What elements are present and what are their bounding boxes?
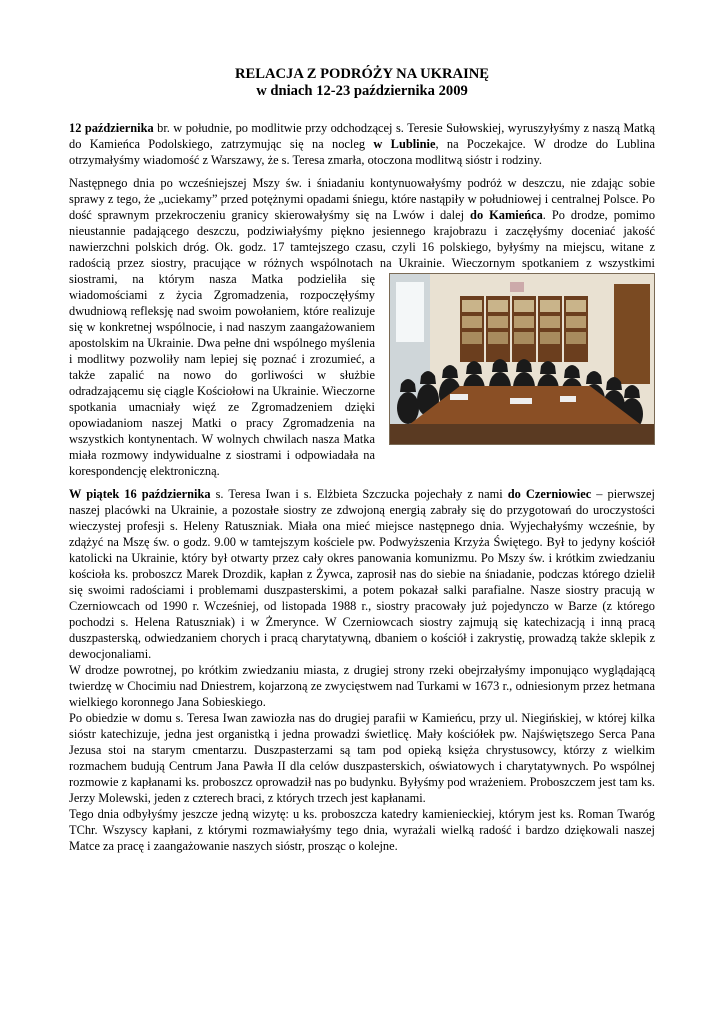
title-line-1: RELACJA Z PODRÓŻY NA UKRAINĘ [234,66,490,82]
paragraph-2-text-b: . Po drodze, pomimo nieustannie padającego deszczu, podziwiałyśmy piękno jesiennego krajobrazu i zaczęłyśmy doceniać jakość nawierzchni polskich dróg. Ok. godz. 17 tamtejszego czasu, czyli 16 polskiego, byłyśmy na miejscu, witane z radością przez siostry, pracujące w różnych wspólnotach na Ukrainie. Wieczornym spotkaniem z wszystkimi siostrami, na którym nasza Matka podzieliła się [69,208,656,286]
photo-illustration [390,274,654,444]
paragraph-4: W drodze powrotnej, po krótkim zwiedzaniu miasta, z drugiej strony rzeki obejrzałyśmy imponująco wyglądającą twierdzę w Chocimiu nad Dniestrem, kojarzoną ze zwycięstwem nad Turkami w 1673 r., odniesionym przez hetmana wielkiego koronnego Jana Sobieskiego. [69,663,655,709]
paragraph-6: Tego dnia odbyłyśmy jeszcze jedną wizytę: u ks. proboszcza katedry kamienieckiej, którym jest ks. Roman Twaróg TChr. Wszyscy kapłani, z którymi rozmawiałyśmy tego dnia, wyrażali wielką radość i bardzo dziękowali naszej Matce za pracę i zaangażowanie naszych sióstr, prosząc o kolejne. [69,807,655,853]
date-oct-16: W piątek 16 października [69,487,211,501]
article-body [69,120,655,854]
place-lublin: w Lublinie [373,137,436,151]
paragraph-1-text-b: , na Poczekajce. W drodze do Lublina otrzymałyśmy wiadomość z Warszawy, że s. Teresa zmarła, otoczona modlitwą sióstr i rodziny. [69,137,655,167]
paragraph-2-text-c: wiadomościami z życia Zgromadzenia, rozpoczęłyśmy dwudniową refleksję nad swoim powołaniem, które realizuje się w konkretnej wspólnocie, i nad naszym zaangażowaniem apostolskim na Ukrainie. Dwa pełne dni wspólnego myślenia i modlitwy pozwoliły nam lepiej się poznać i zrozumieć, a także zapalić na nowo do gorliwości w służbie odradzającemu się ciągle Kościołowi na Ukrainie. Wieczorne spotkania umacniały więź ze Zgromadzeniem dzięki opowiadaniom naszej Matki o pracy Zgromadzenia na wszystkich kontynentach. W wolnych chwilach nasza Matka miała rozmowy indywidualne z siostrami i odpowiadała na korespondencję elektroniczną. [69,288,375,478]
paragraph-3-text-a: s. Teresa Iwan i s. Elżbieta Szczucka pojechały z nami [210,487,508,501]
date-oct-12: 12 października [69,121,154,135]
paragraph-2 [69,175,655,479]
paragraph-3-text-b: – pierwszej naszej placówki na Ukrainie, a pozostałe siostry ze zdwojoną energią zabrały się do przygotowań do uroczystości wieczystej profesji s. Heleny Ratuszniak. Miała ona mieć miejsce następnego dnia. Wyjechałyśmy wcześnie, by zdążyć na Mszę św. o godz. 9.00 w tamtejszym kościele pw. Podwyższenia Krzyża Świętego. Był to jedyny kościół katolicki na Ukrainie, który był otwarty przez cały okres panowania komunizmu. Po Mszy św. i krótkim zwiedzaniu kościoła ks. proboszcz Marek Drozdik, kapłan z Żywca, zaprosił nas do siebie na śniadanie, podczas którego dzielił się swoimi radościami i problemami duszpasterskimi, a potem pokazał salki parafialne. Nasze siostry pracują w Czerniowcach od 1990 r. Wcześniej, od listopada 1988 r., siostry pracowały już pojedynczo w Barze (z którego pochodzi s. Helena Ratuszniak) i w Żmerynce. W Czerniowcach siostry zajmują się katechizacją i inną pracą duszpasterską, odwiedzaniem chorych i pracą charytatywną, dbaniem o kościół i zakrystię, prowadzą także sklepik z dewocjonaliami. [69,487,655,661]
paragraph-2-text-a: Następnego dnia po wcześniejszej Mszy św. i śniadaniu kontynuowałyśmy podróż w deszczu, nie zdając sobie sprawy z tego, że „uciekamy” przed potężnymi opadami śniegu, które nastąpiły w południowej i centralnej Polsce. Po dość sprawnym przekroczeniu granicy skierowałyśmy się na Lwów i dalej [69,176,655,222]
place-kamieniec: do Kamieńca [470,208,543,222]
title-line-2: w dniach 12-23 października 2009 [256,83,468,99]
place-czerniowce: do Czerniowiec [507,487,592,501]
meeting-photo [389,273,655,445]
title-block [0,66,724,100]
paragraph-1-text-a: br. w południe, po modlitwie przy odchodzącej s. Teresie Sułowskiej, wyruszyłyśmy z naszą Matką do Kamieńca Podolskiego, zatrzymując się na nocleg [69,121,656,151]
paragraph-5: Po obiedzie w domu s. Teresa Iwan zawiozła nas do drugiej parafii w Kamieńcu, przy ul. Niegińskiej, w której kilka sióstr katechizuje, jedna jest organistką i jedna prowadzi świetlicę. Mały kościółek pw. Najświętszego Serca Pana Jezusa stoi na starym cmentarzu. Duszpasterzami są tam pod opieką księża chrystusowcy, którzy z wielkim rozmachem budują Centrum Jana Pawła II dla celów duszpasterskich, oświatowych i charytatywnych. Po wspólnej rozmowie z kapłanami ks. proboszcz oprowadził nas po budynku. Byłyśmy pod wrażeniem. Proboszczem jest tam ks. Jerzy Molewski, jeden z czterech braci, z których trzech jest kapłanami. [69,711,655,805]
paragraph-1 [69,120,655,168]
paragraph-3 [69,486,655,662]
